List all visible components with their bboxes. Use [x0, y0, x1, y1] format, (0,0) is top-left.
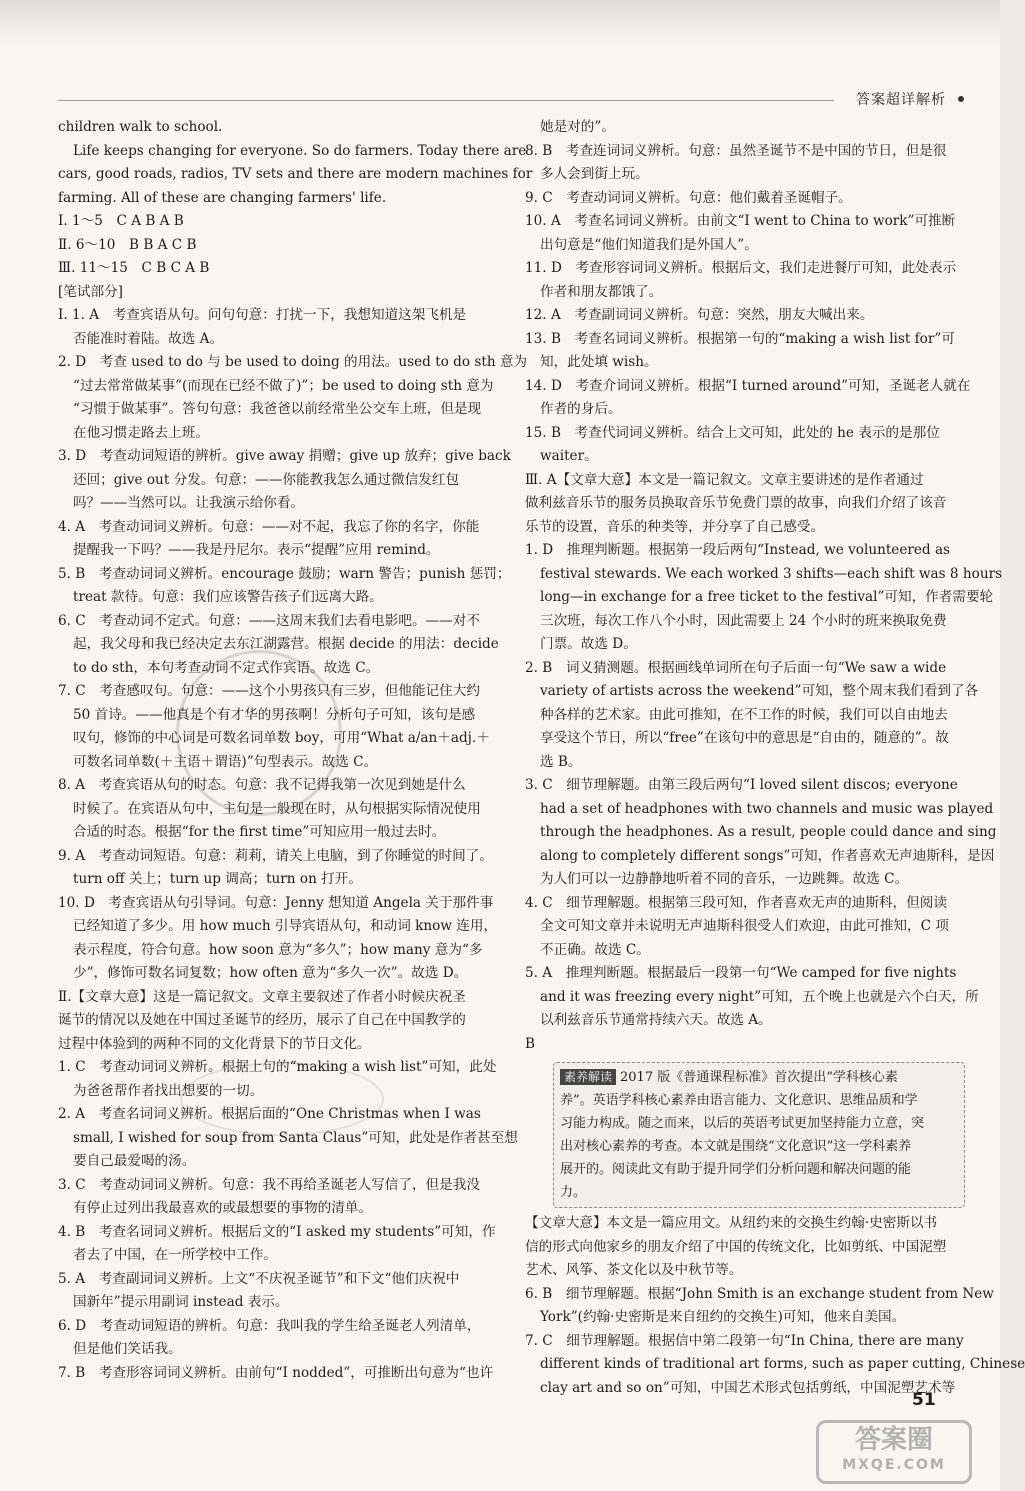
text-line: treat 款待。句意：我们应该警告孩子们远离大路。 [73, 589, 383, 605]
text-line: 11. D 考查形容词词义辨析。根据后文，我们走进餐厅可知，此处表示 [525, 260, 957, 276]
text-line: 多人会到街上玩。 [540, 166, 649, 182]
text-line: 50 首诗。——他真是个有才华的男孩啊！分析句子可知，该句是感 [73, 706, 476, 723]
literacy-tag: 素养解读 [560, 1069, 616, 1085]
text-line: 者去了中国，在一所学校中工作。 [73, 1247, 277, 1263]
text-line: 艺术、风筝、茶文化以及中秋节等。 [525, 1262, 743, 1278]
text-line: to do sth，本句考查动词不定式作宾语。故选 C。 [73, 659, 380, 676]
watermark-text: 答案圈 [854, 1425, 933, 1455]
text-line: 4. C 细节理解题。根据第三段可知，作者喜欢无声的迪斯科，但阅读 [525, 894, 947, 911]
text-line: 诞节的情况以及她在中国过圣诞节的经历，展示了自己在中国教学的 [58, 1012, 466, 1028]
text-line: 6. D 考查动词短语的辨析。句意：我叫我的学生给圣诞老人列清单， [58, 1317, 481, 1334]
text-line: 7. C 细节理解题。根据信中第二段第一句“In China, there are many [525, 1332, 964, 1349]
text-line: 门票。故选 D。 [540, 636, 637, 652]
text-line: 7. B 考查形容词词义辨析。由前句“I nodded”，可推断出句意为“也许 [58, 1364, 494, 1381]
text-line: 作者的身后。 [540, 401, 622, 417]
text-line: 以利兹音乐节通常持续六天。故选 A。 [540, 1012, 772, 1028]
text-line: Ⅲ. A【文章大意】本文是一篇记叙文。文章主要讲述的是作者通过 [525, 471, 924, 488]
text-line: 2. A 考查名词词义辨析。根据后面的“One Christmas when I was [58, 1106, 481, 1122]
text-line: 提醒我一下吗？——我是丹尼尔。表示“提醒”应用 remind。 [73, 542, 440, 558]
text-line: B [525, 1035, 535, 1052]
header-rule [58, 100, 834, 101]
text-line: variety of artists across the weekend”可知，整个周末我们看到了各 [540, 683, 979, 699]
text-line: children walk to school. [58, 119, 223, 135]
text-line: 国新年”提示用副词 instead 表示。 [73, 1294, 289, 1310]
text-line: small, I wished for soup from Santa Claus”可知，此处是作者甚至想 [73, 1129, 518, 1146]
text-line: turn off 关上；turn up 调高；turn on 打开。 [73, 871, 362, 887]
text-line: 起，我父母和我已经决定去东江湖露营。根据 decide 的用法：decide [73, 636, 499, 652]
text-line: 4. A 考查动词词义辨析。句意：——对不起，我忘了你的名字，你能 [58, 518, 480, 535]
text-line: 但是他们笑话我。 [73, 1341, 182, 1357]
text-line: through the headphones. As a result, people could dance and sing [540, 824, 997, 840]
text-line: 6. C 考查动词不定式。句意：——这周末我们去看电影吧。——对不 [58, 612, 480, 629]
text-line: York”(约翰·史密斯是来自纽约的交换生)可知，他来自美国。 [540, 1309, 906, 1325]
text-line: cars, good roads, radios, TV sets and there are modern machines for [58, 166, 533, 182]
header-title: 答案超详解析 [856, 92, 946, 108]
text-line: [笔试部分] [58, 283, 123, 300]
text-line: 为爸爸帮作者找出想要的一切。 [73, 1082, 264, 1099]
text-line: had a set of headphones with two channels and music was played [540, 800, 994, 817]
text-line: 3. C 细节理解题。由第三段后两句“I loved silent discos; everyone [525, 777, 958, 793]
text-line: 12. A 考查副词词义辨析。句意：突然，朋友大喊出来。 [525, 307, 874, 323]
text-line: Ⅱ. 6～10 B B A C B [58, 236, 197, 253]
text-line: 10. A 考查名词词义辨析。由前文“I went to China to work”可推断 [525, 213, 956, 229]
text-line: 9. A 考查动词短语。句意：莉莉，请关上电脑，到了你睡觉的时间了。 [58, 847, 493, 864]
text-line: long—in exchange for a free ticket to the festival”可知，作者需要轮 [540, 589, 994, 605]
text-line: 2. B 词义猜测题。根据画线单词所在句子后面一句“We saw a wide [525, 659, 947, 676]
text-line: waiter。 [540, 448, 598, 464]
watermark-logo [816, 1420, 972, 1484]
text-line: Life keeps changing for everyone. So do farmers. Today there are [73, 142, 527, 159]
text-line: 种各样的艺术家。由此可推知，在不工作的时候，我们可以自由地去 [540, 706, 948, 723]
literacy-line: 2017 版《普通课程标准》首次提出“学科核心素 [620, 1070, 898, 1085]
text-line: 15. B 考查代词词义辨析。结合上文可知，此处的 he 表示的是那位 [525, 424, 940, 441]
text-line: 可数名词单数(＋主语＋谓语)”句型表示。故选 C。 [73, 753, 378, 770]
text-line: 享受这个节日，所以“free”在该句中的意思是“自由的，随意的”。故 [540, 730, 949, 746]
text-line: 时候了。在宾语从句中，主句是一般现在时，从句根据实际情况使用 [73, 800, 481, 817]
literacy-box [553, 1062, 965, 1208]
literacy-line: 养”。英语学科核心素养由语言能力、文化意识、思维品质和学 [560, 1093, 918, 1108]
text-line: 过程中体验到的两种不同的文化背景下的节日文化。 [58, 1035, 371, 1052]
text-line: 要自己最爱喝的汤。 [73, 1153, 196, 1169]
text-line: festival stewards. We each worked 3 shifts—each shift was 8 hours [540, 565, 1003, 582]
text-line: 9. C 考查动词词义辨析。句意：他们戴着圣诞帽子。 [525, 189, 852, 206]
text-line: 吗？——当然可以。让我演示给你看。 [73, 495, 305, 511]
text-line: 还回；give out 分发。句意：——你能教我怎么通过微信发红包 [73, 471, 460, 488]
text-line: farming. All of these are changing farmers' life. [58, 189, 387, 206]
text-line: 4. B 考查名词词义辨析。根据后文的“I asked my students”可知，作 [58, 1223, 496, 1240]
text-line: 做利兹音乐节的服务员换取音乐节免费门票的故事，向我们介绍了该音 [525, 495, 947, 511]
text-line: 已经知道了多少。用 how much 引导宾语从句，和动词 know 连用， [73, 918, 498, 934]
text-line: and it was freezing every night”可知，五个晚上也就是六个白天，所 [540, 988, 979, 1005]
text-line: 全文可知文章并未说明无声迪斯科很受人们欢迎，由此可推知，C 项 [540, 918, 949, 934]
text-line: “过去常常做某事”(而现在已经不做了)”；be used to doing sth 意为 [73, 377, 494, 394]
text-line: 2. D 考查 used to do 与 be used to doing 的用法。used to do sth 意为 [58, 354, 528, 370]
text-line: Ⅱ.【文章大意】这是一篇记叙文。文章主要叙述了作者小时候庆祝圣 [58, 988, 466, 1005]
text-line: Ⅰ. 1～5 C A B A B [58, 213, 184, 229]
right-column-part-a [525, 116, 1003, 1056]
text-line: 知，此处填 wish。 [540, 354, 658, 370]
text-line: 14. D 考查介词词义辨析。根据“I turned around”可知，圣诞老人就在 [525, 377, 971, 394]
text-line: 她是对的”。 [540, 119, 615, 135]
text-line: clay art and so on”可知，中国艺术形式包括剪纸，中国泥塑艺术等 [540, 1379, 956, 1396]
text-line: 1. C 考查动词词义辨析。根据上句的“making a wish list”可知，此处 [58, 1059, 497, 1075]
page-header [58, 88, 970, 110]
text-line: 三次班，每次工作八个小时，因此需要上 24 个小时的班来换取免费 [540, 612, 947, 629]
header-dot-icon [958, 96, 964, 102]
text-line: 信的形式向他家乡的朋友介绍了中国的传统文化，比如剪纸、中国泥塑 [525, 1238, 947, 1255]
page-number: 51 [912, 1390, 936, 1410]
text-line: 5. A 考查副词词义辨析。上文“不庆祝圣诞节”和下文“他们庆祝中 [58, 1270, 460, 1287]
text-line: 7. C 考查感叹句。句意：——这个小男孩只有三岁，但他能记住大约 [58, 683, 480, 699]
text-line: 13. B 考查名词词义辨析。根据第一句的“making a wish list for”可 [525, 330, 955, 347]
text-line: 10. D 考查宾语从句引导词。句意：Jenny 想知道 Angela 关于那件事 [58, 894, 494, 911]
text-line: 为人们可以一边静静地听着不同的音乐，一边跳舞。故选 C。 [540, 871, 909, 887]
text-line: 5. A 推理判断题。根据最后一段第一句“We camped for five nights [525, 965, 957, 981]
text-line: 合适的时态。根据“for the first time”可知应用一般过去时。 [73, 824, 446, 840]
text-line: 作者和朋友都饿了。 [540, 283, 663, 300]
text-line: 出句意是“他们知道我们是外国人”。 [540, 236, 758, 253]
literacy-line: 力。 [560, 1185, 587, 1200]
text-line: 表示程度，符合句意。how soon 意为“多久”；how many 意为“多 [73, 941, 483, 958]
text-line: 8. A 考查宾语从句的时态。句意：我不记得我第一次见到她是什么 [58, 777, 466, 793]
text-line: 乐节的设置，音乐的种类等，并分享了自己感受。 [525, 518, 825, 535]
left-column [58, 116, 533, 1385]
text-line: 在他习惯走路去上班。 [73, 424, 209, 441]
text-line: 【文章大意】本文是一篇应用文。从纽约来的交换生约翰·史密斯以书 [525, 1215, 938, 1231]
watermark-url: MXQE.COM [842, 1457, 946, 1473]
text-line: 否能准时着陆。故选 A。 [73, 330, 224, 347]
text-line: along to completely different songs”可知，作者喜欢无声迪斯科，是因 [540, 847, 995, 864]
text-line: 选 B。 [540, 753, 582, 770]
literacy-line: 习能力构成。随之而来，以后的英语考试更加坚持能力立意，突 [560, 1116, 925, 1131]
right-column-part-b [525, 1212, 1025, 1400]
scan-shadow [0, 0, 1000, 44]
literacy-line: 出对核心素养的考查。本文就是围绕“文化意识”这一学科素养 [560, 1139, 912, 1154]
text-line: 8. B 考查连词词义辨析。句意：虽然圣诞节不是中国的节日，但是很 [525, 142, 947, 159]
text-line: Ⅰ. 1. A 考查宾语从句。问句句意：打扰一下，我想知道这架飞机是 [58, 307, 467, 323]
text-line: 不正确。故选 C。 [540, 941, 650, 958]
text-line: 6. B 细节理解题。根据“John Smith is an exchange student from New [525, 1285, 994, 1302]
text-line: 1. D 推理判断题。根据第一段后两句“Instead, we volunteered as [525, 542, 951, 558]
text-line: different kinds of traditional art forms, such as paper cutting, Chinese [540, 1356, 1025, 1372]
text-line: 有停止过列出我最喜欢的或最想要的事物的清单。 [73, 1200, 373, 1216]
text-line: 5. B 考查动词词义辨析。encourage 鼓励；warn 警告；punish 惩罚； [58, 565, 511, 582]
right-column [525, 116, 1025, 1400]
text-line: 3. D 考查动词短语的辨析。give away 捐赠；give up 放弃；give back [58, 448, 511, 464]
literacy-line: 展开的。阅读此文有助于提升同学们分析问题和解决问题的能 [560, 1162, 912, 1177]
text-line: 少”，修饰可数名词复数；how often 意为“多久一次”。故选 D。 [73, 965, 468, 981]
text-line: 3. C 考查动词词义辨析。句意：我不再给圣诞老人写信了，但是我没 [58, 1176, 480, 1193]
text-line: Ⅲ. 11～15 C B C A B [58, 260, 210, 276]
text-line: “习惯于做某事”。答句句意：我爸爸以前经常坐公交车上班，但是现 [73, 401, 482, 417]
text-line: 叹句，修饰的中心词是可数名词单数 boy，可用“What a/an＋adj.＋ [73, 730, 490, 746]
